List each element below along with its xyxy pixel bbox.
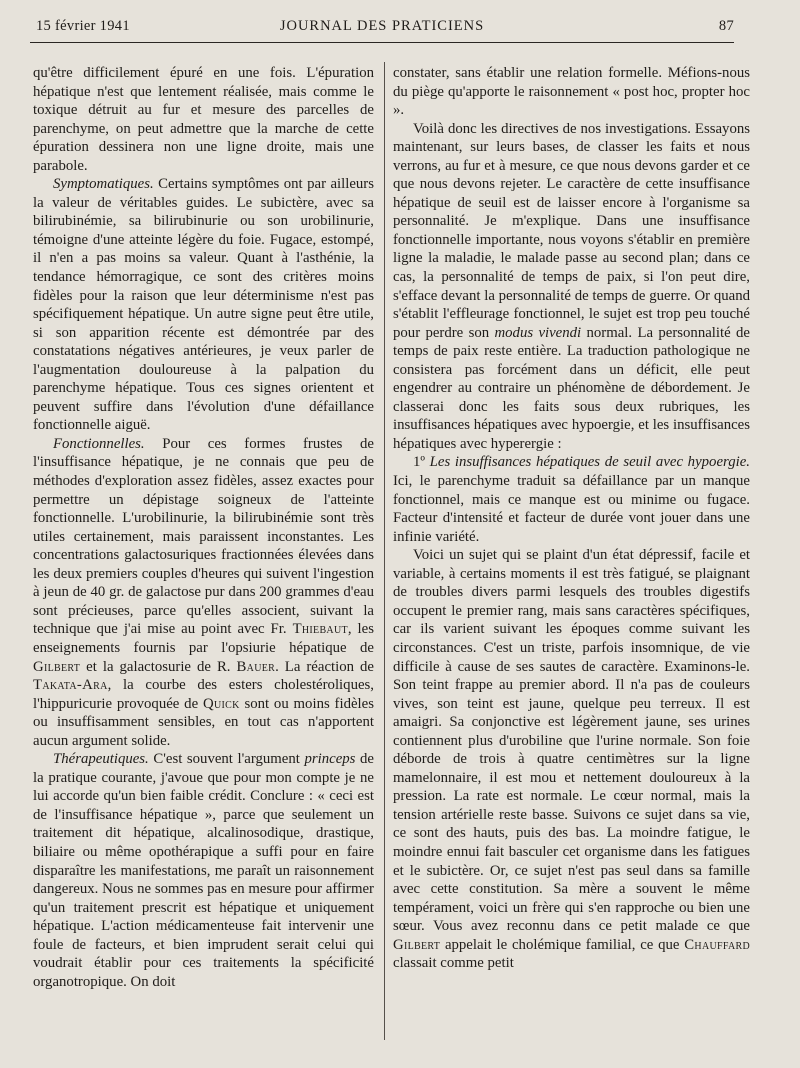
paragraph-text: Certains symptômes ont par ailleurs la valeur de véritables guides. Le subictère, avec sa bilirubinémie, sa bilirubinurie ou son urobilinurie, témoigne d'une atteinte légère du foie. Fugace, estompé, il n'en a pas moins sa valeur. Quant à l'asthénie, la tendance hémorragique, ce sont des critères moins fidèles pour la raison que leur déterminisme n'est pas spécifiquement hépatique. Un autre signe peut être utile, si son apparition récente est démontrée par des constatations négatives antérieures, je veux parler de l'augmentation douloureuse à la palpation du parenchyme hépatique. Tous ces signes orientent et peuvent suffire dans l'évolution d'une défaillance fonctionnelle aiguë.: [33, 176, 374, 434]
section-heading-fonctionnelles: Fonctionnelles.: [53, 435, 145, 452]
paragraph-text: et la galactosurie de R.: [80, 658, 237, 675]
section-heading-therapeutiques: Thérapeutiques.: [53, 751, 149, 768]
author-name: Gilbert: [393, 936, 441, 953]
page-number: 87: [718, 18, 734, 34]
paragraph-fonctionnelles: [33, 435, 374, 750]
column-divider: [384, 62, 385, 1040]
issue-date: 15 février 1941: [36, 18, 130, 34]
paragraph-text: . La réaction de: [275, 658, 374, 675]
section-number: 1º: [413, 454, 430, 471]
author-name: Bauer: [236, 658, 276, 675]
section-heading-symptomatiques: Symptomatiques.: [53, 176, 154, 193]
author-name: Quick: [202, 695, 240, 712]
paragraph-text: classait comme petit: [393, 955, 514, 972]
author-name: Gilbert: [33, 658, 81, 675]
italic-term: princeps: [304, 751, 356, 768]
paragraph-therapeutiques: [33, 750, 374, 991]
section-heading-hypoergie: Les insuffisances hépatiques de seuil avec hypoergie.: [429, 454, 750, 471]
paragraph-text: Pour ces formes frustes de l'insuffisance hépatique, je ne connais que peu de méthodes d'exploration assez fidèles, assez exactes pour permettre un dépistage soigneux de l'atteinte fonctionnelle. L'urobilinurie, la bilirubinémie sont très utiles certainement, mais paraissent inconstantes. Les concentrations galactosuriques fractionnées élevées dans les deux premiers couples d'heures qui suivent l'ingestion à jeun de 40 gr. de galactose pur dans 200 grammes d'eau sont précieuses, parce qu'elles associent, suivant la technique que j'ai mise au point avec Fr.: [33, 435, 374, 638]
paragraph-text: Ici, le parenchyme traduit sa défaillance par un manque fonctionnel, mais ce manque est ou minime ou fugace. Facteur d'intensité et facteur de durée vont jouer dans une infinie variété.: [393, 473, 750, 545]
paragraph-hypoergie: [393, 453, 750, 546]
author-name: Takata-Ara: [33, 677, 108, 694]
paragraph-continuation: constater, sans établir une relation formelle. Méfions-nous du piège qu'apporte le raisonnement « post hoc, propter hoc ».: [393, 65, 750, 119]
paragraph-text: , la courbe des esters cholestéroliques, l'hippuricurie provoquée de: [33, 677, 374, 712]
paragraph-text: , les enseignements fournis par l'opsiurie hépatique de: [33, 621, 374, 656]
header-rule: [30, 42, 734, 43]
paragraph-text: de la pratique courante, j'avoue que pour mon compte je ne lui accorde qu'un bien faible crédit. Conclure : « ceci est de l'insuffisance hépatique », parce que seulement un traitement dit hépatique, alcalinosodique, drastique, biliaire ou même opothérapique a suffi pour en faire disparaître les manifestations, me paraît un raisonnement dangereux. Nous ne sommes pas en mesure pour affirmer qu'un traitement prescrit est hépatique et uniquement hépatique. L'action médicamenteuse fait intervenir une foule de facteurs, et bien imprudent serait celui qui voudrait établir pour ces traitements la spécificité organotropique. On doit: [33, 751, 374, 990]
paragraph-text: Voilà donc les directives de nos investigations. Essayons maintenant, sur leurs bases, de classer les faits et nous verrons, au fur et à mesure, ce que nous devons garder et ce que nous devons rejeter. Le caractère de cette insuffisance hépatique de seuil est de laisser encore à l'organisme sa personnalité. Je m'explique. Dans une insuffisance fonctionnelle importante, nous voyons s'établir en première ligne la maladie, le malade passe au second plan; dans ce cas, la personnalité de temps de paix, si l'on peut dire, s'efface devant la personnalité de temps de guerre. Or quand s'établit l'effleurage fonctionnel, le sujet est trop peu touché pour perdre son: [393, 120, 750, 341]
author-name: Thiebaut: [292, 621, 348, 638]
author-name: Chauffard: [684, 936, 750, 953]
paragraph-directives: [393, 120, 750, 454]
paragraph-text: normal. La personnalité de temps de paix reste entière. La traduction pathologique ne consistera pas forcément dans un déficit, elle peut engendrer au contraire un phénomène de débordement. Je classerai donc les faits sous deux rubriques, les insuffisances hépatiques avec hypoergie, et les insuffisances hépatiques avec hyperergie :: [393, 324, 750, 452]
italic-term: modus vivendi: [494, 324, 582, 341]
paragraph-text: sont ou moins fidèles ou insuffisamment sensibles, en tout cas n'apportent aucun argument solide.: [33, 695, 374, 749]
paragraph-continuation: qu'être difficilement épuré en une fois. L'épuration hépatique n'est que lentement réalisée, mais comme le toxique détruit au fur et mesure des parcelles de parenchyme, on peut admettre que la marche de cette épuration dessinera non une ligne droite, mais une parabole.: [33, 65, 374, 174]
paragraph-symptomatiques: [33, 175, 374, 435]
paragraph-text: appelait le cholémique familial, ce que: [440, 936, 685, 953]
right-column: [393, 64, 750, 1048]
paragraph-text: Voici un sujet qui se plaint d'un état dépressif, facile et variable, à certains moments il est très fatigué, se plaignant de troubles divers parmi lesquels des troubles digestifs occupent le premier rang, mais sans caractères spécifiques, car ils varient suivant les époques comme suivant les circonstances. C'est un triste, parfois insomnique, de vie difficile à cause de ses sautes de caractère. Examinons-le. Son teint frappe au premier abord. Il n'a pas de couleurs vives, son teint est jaune, quelque peu terreux. Il est amaigri. Sa conjonctive est légèrement jaune, ses urines contiennent plus d'urobiline que l'urine normale. Son foie déborde de trois à quatre centimètres sur la ligne mamelonnaire, il est mou et nettement douloureux à la pression. La rate est normale. Le cœur normal, mais la tension artérielle reste basse. Suivons ce sujet dans sa vie, ce sont des hauts, puis des bas. La moindre fatigue, le moindre ennui fait basculer cet organisme dans les fatigues et le subictère. Or, ce sujet n'est pas seul dans sa famille avec cette constitution. Sa mère a souvent le même tempérament, voici un frère qui s'en rapproche ou bien une sœur. Vous avez reconnu dans ce petit malade ce que: [393, 547, 750, 935]
paragraph-text: C'est souvent l'argument: [148, 751, 305, 768]
left-column: [33, 64, 374, 1048]
journal-title: JOURNAL DES PRATICIENS: [279, 18, 485, 34]
paragraph-case-description: [393, 546, 750, 973]
running-head: [30, 18, 734, 42]
